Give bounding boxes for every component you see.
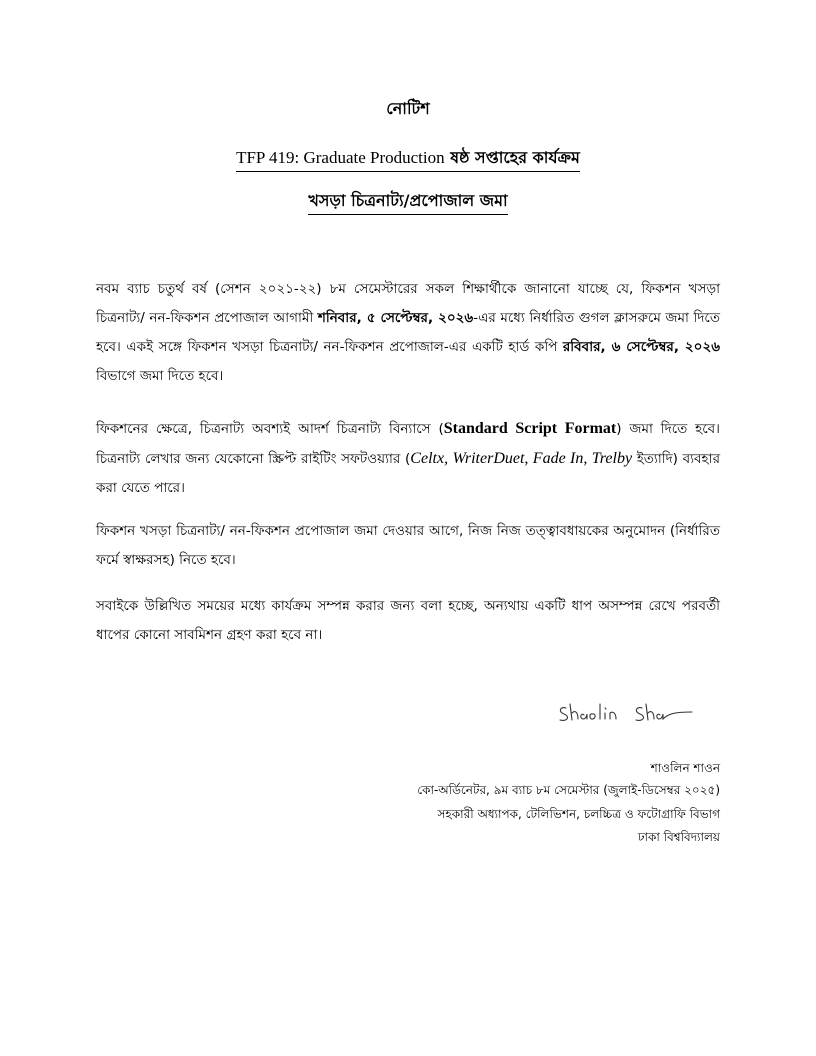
handwritten-signature xyxy=(556,700,696,726)
p1-text-e: বিভাগে জমা দিতে হবে। xyxy=(96,368,224,384)
subject-text: ষষ্ঠ সপ্তাহের কার্যক্রম xyxy=(450,148,580,167)
hard-copy-deadline: রবিবার, ৬ সেপ্টেম্বর, ২০২৬ xyxy=(562,339,720,355)
signatory-designation: সহকারী অধ্যাপক, টেলিভিশন, চলচ্চিত্র ও ফটোগ্রাফি বিভাগ xyxy=(437,807,720,821)
signatory-name: শাওলিন শাওন xyxy=(650,761,720,775)
software-list: Celtx, WriterDuet, Fade In, Trelby xyxy=(410,450,633,467)
notice-topic xyxy=(0,191,816,215)
p2-text-a: ফিকশনের ক্ষেত্রে, চিত্রনাট্য অবশ্যই আদর্শ চিত্রনাট্য বিন্যাসে ( xyxy=(96,421,444,437)
p1-text-a: নবম ব্যাচ চতুর্থ বর্ষ (সেশন ২০২১-২২) ৮ম সেমেস্টারের সকল শিক্ষার্থীকে জানানো যাচ্ছে যে, ফিকশন খসড়া চিত্রনাট্য/ নন-ফিকশন প্রপোজাল আগামী xyxy=(96,281,720,326)
notice-subject xyxy=(0,148,816,172)
notice-subject-underlined xyxy=(236,148,580,172)
script-format-name: Standard Script Format xyxy=(443,420,617,437)
notice-title xyxy=(0,99,816,119)
paragraph-submission-deadline xyxy=(96,275,720,391)
paragraph-supervisor-approval: ফিকশন খসড়া চিত্রনাট্য/ নন-ফিকশন প্রপোজাল জমা দেওয়ার আগে, নিজ নিজ তত্ত্বাবধায়কের অনুমোদন (নির্ধারিত ফর্মে স্বাক্ষরসহ) নিতে হবে। xyxy=(96,523,720,568)
paragraph-script-format xyxy=(96,414,720,503)
course-code: TFP 419: Graduate Production xyxy=(236,148,445,167)
signatory-role: কো-অর্ডিনেটর, ৯ম ব্যাচ ৮ম সেমেস্টার (জুলাই-ডিসেম্বর ২০২৫) xyxy=(417,783,720,797)
p2-text-c: ) জমা দিতে হবে। চিত্রনাট্য লেখার জন্য যেকোনো স্ক্রিপ্ট রাইটিং সফটওয়্যার ( xyxy=(96,421,721,467)
notice-title-text: নোটিশ xyxy=(386,99,430,118)
soft-copy-deadline: শনিবার, ৫ সেপ্টেম্বর, ২০২৬ xyxy=(317,310,474,326)
p1-text-c: -এর মধ্যে নির্ধারিত গুগল ক্লাসরুমে জমা দিতে হবে। একই সঙ্গে ফিকশন খসড়া চিত্রনাট্য/ নন-ফিকশন প্রপোজাল-এর একটি হার্ড কপি xyxy=(96,310,720,355)
p2-text-e: ইত্যাদি) ব্যবহার করা যেতে পারে। xyxy=(96,451,720,496)
notice-topic-text: খসড়া চিত্রনাট্য/প্রপোজাল জমা xyxy=(308,191,507,215)
signatory-university: ঢাকা বিশ্ববিদ্যালয় xyxy=(637,830,720,844)
paragraph-completion-warning: সবাইকে উল্লিখিত সময়ের মধ্যে কার্যক্রম সম্পন্ন করার জন্য বলা হচ্ছে, অন্যথায় একটি ধাপ অসম্পন্ন রেখে পরবর্তী ধাপের কোনো সাবমিশন গ্রহণ করা হবে না। xyxy=(96,598,720,643)
